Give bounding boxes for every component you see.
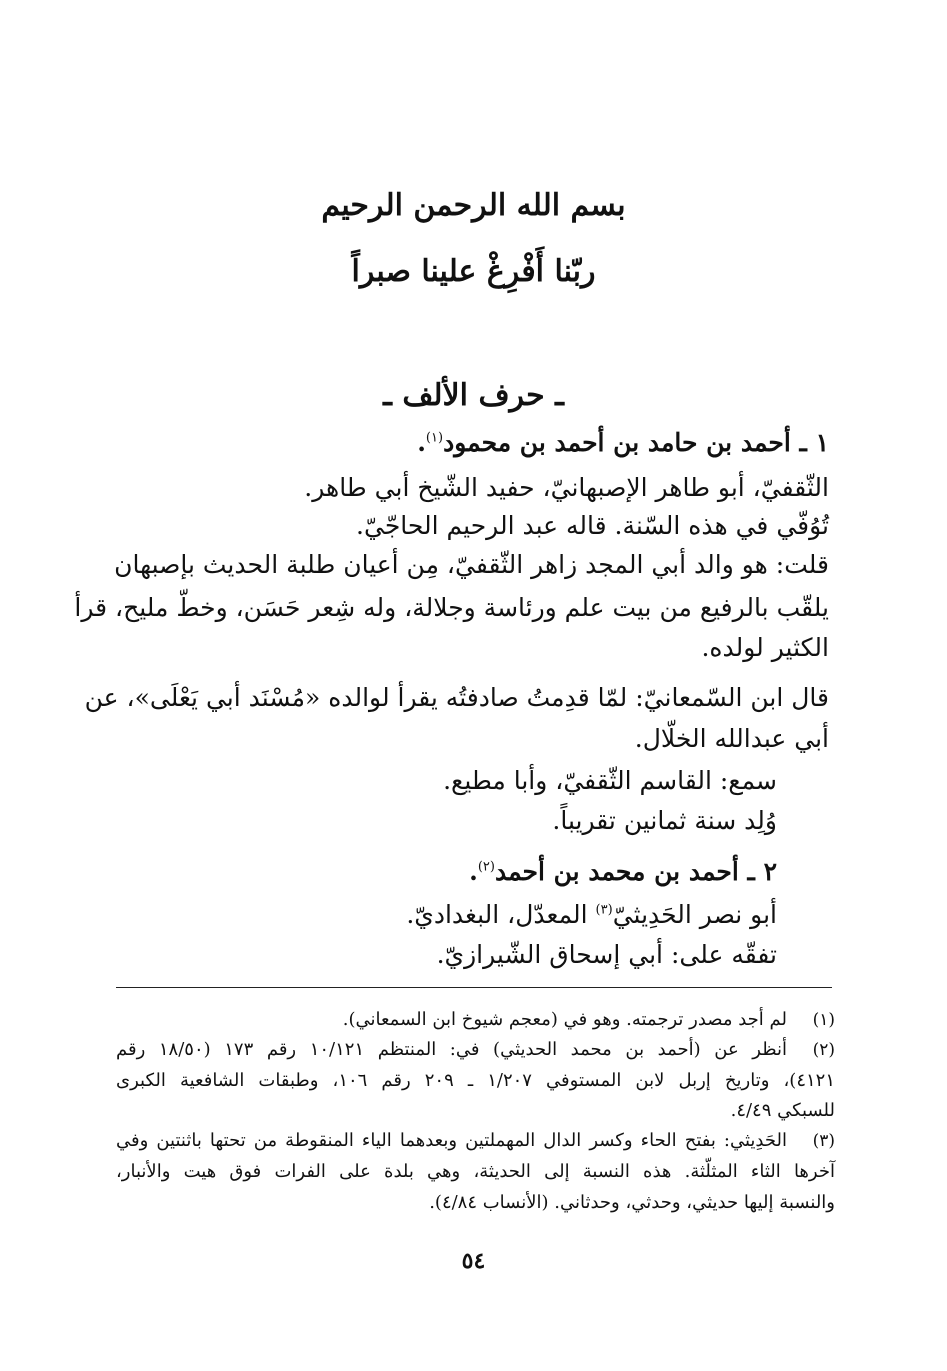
- footnote-2-line-3: للسبكي ٤/٤٩.: [730, 1100, 835, 1121]
- entry-1-line-3: قلت: هو والد أبي المجد زاهر الثّقفيّ، مِن أعيان طلبة الحديث بإصبهان: [114, 550, 829, 579]
- basmala: بسم الله الرحمن الرحيم: [321, 188, 626, 223]
- footnote-1-number: (١): [812, 1010, 835, 1030]
- dua-heading: ربّنا أَفْرِغْ علينا صبراً: [351, 254, 596, 289]
- entry-1-heading: ١ ـ أحمد بن حامد بن أحمد بن محمود$^{(١)}$.: [417, 428, 829, 457]
- section-title: ـ حرف الألف ـ: [383, 378, 564, 413]
- page-number: ٥٤: [461, 1248, 486, 1274]
- entry-1-line-9: وُلِد سنة ثمانين تقريباً.: [552, 806, 777, 835]
- entry-2-line-1: [406, 900, 777, 929]
- footnote-divider: [116, 987, 832, 988]
- entry-1-line-8: سمع: القاسم الثّقفيّ، وأبا مطيع.: [443, 766, 777, 795]
- footnote-ref-1: (١): [425, 430, 444, 446]
- entry-2-nisba-rest: المعدّل، البغداديّ.: [406, 900, 588, 929]
- footnote-2-line-1: أنظر عن (أحمد بن محمد الحديثي) في: المنتظم ١٠/١٢١ رقم ١٧٣ (١٨/٥٠ رقم: [116, 1039, 787, 1060]
- entry-2-line-2: تفقّه على: أبي إسحاق الشّيرازيّ.: [436, 940, 777, 969]
- footnote-3-number: (٣): [812, 1131, 835, 1151]
- footnote-ref-3: (٣): [595, 902, 613, 918]
- entry-1-heading-text: ١ ـ أحمد بن حامد بن أحمد بن محمود: [443, 428, 829, 457]
- footnote-2-line-2: ٤١٢١)، وتاريخ إربل لابن المستوفي ١/٢٠٧ ـ ٢٠٩ رقم ١٠٦، وطبقات الشافعية الكبرى: [116, 1070, 835, 1091]
- footnote-ref-2: (٢): [477, 859, 495, 875]
- footnote-3-line-2: آخرها الثاء المثلّثة. هذه النسبة إلى الحديثة، وهي بلدة على الفرات فوق هيت والأنبار،: [116, 1161, 835, 1182]
- entry-1-line-7: أبي عبدالله الخلّال.: [634, 724, 829, 753]
- entry-1-line-2: تُوُفّي في هذه السّنة. قاله عبد الرحيم الحاجّيّ.: [356, 511, 829, 540]
- entry-2-nisba: أبو نصر الحَدِيثيّ: [612, 900, 777, 929]
- footnote-3-line-1: الحَدِيثي: بفتح الحاء وكسر الدال المهملتين وبعدهما الياء المنقوطة من تحتها باثنتين وفي: [116, 1130, 787, 1151]
- entry-1-line-6: قال ابن السّمعانيّ: لمّا قدِمتُ صادفتُه يقرأ لوالده «مُسْنَد أبي يَعْلَى»، عن: [84, 683, 829, 712]
- entry-2-heading-text: ٢ ـ أحمد بن محمد بن أحمد: [494, 857, 777, 886]
- entry-1-line-1: الثّقفيّ، أبو طاهر الإصبهانيّ، حفيد الشّيخ أبي طاهر.: [304, 473, 829, 502]
- entry-2-heading: ٢ ـ أحمد بن محمد بن أحمد$^{(٢)}$.: [469, 857, 777, 886]
- footnote-3-line-3: والنسبة إليها حديثي، وحدثي، وحدثاني. (الأنساب ٤/٨٤).: [429, 1192, 835, 1213]
- entry-1-line-5: الكثير لولده.: [701, 633, 829, 662]
- footnote-2-number: (٢): [812, 1040, 835, 1060]
- footnote-1-line-1: لم أجد مصدر ترجمته. وهو في (معجم شيوخ ابن السمعاني).: [342, 1009, 787, 1030]
- entry-1-line-4: يلقّب بالرفيع من بيت علم ورئاسة وجلالة، وله شِعر حَسَن، وخطّ مليح، قرأ: [74, 593, 829, 622]
